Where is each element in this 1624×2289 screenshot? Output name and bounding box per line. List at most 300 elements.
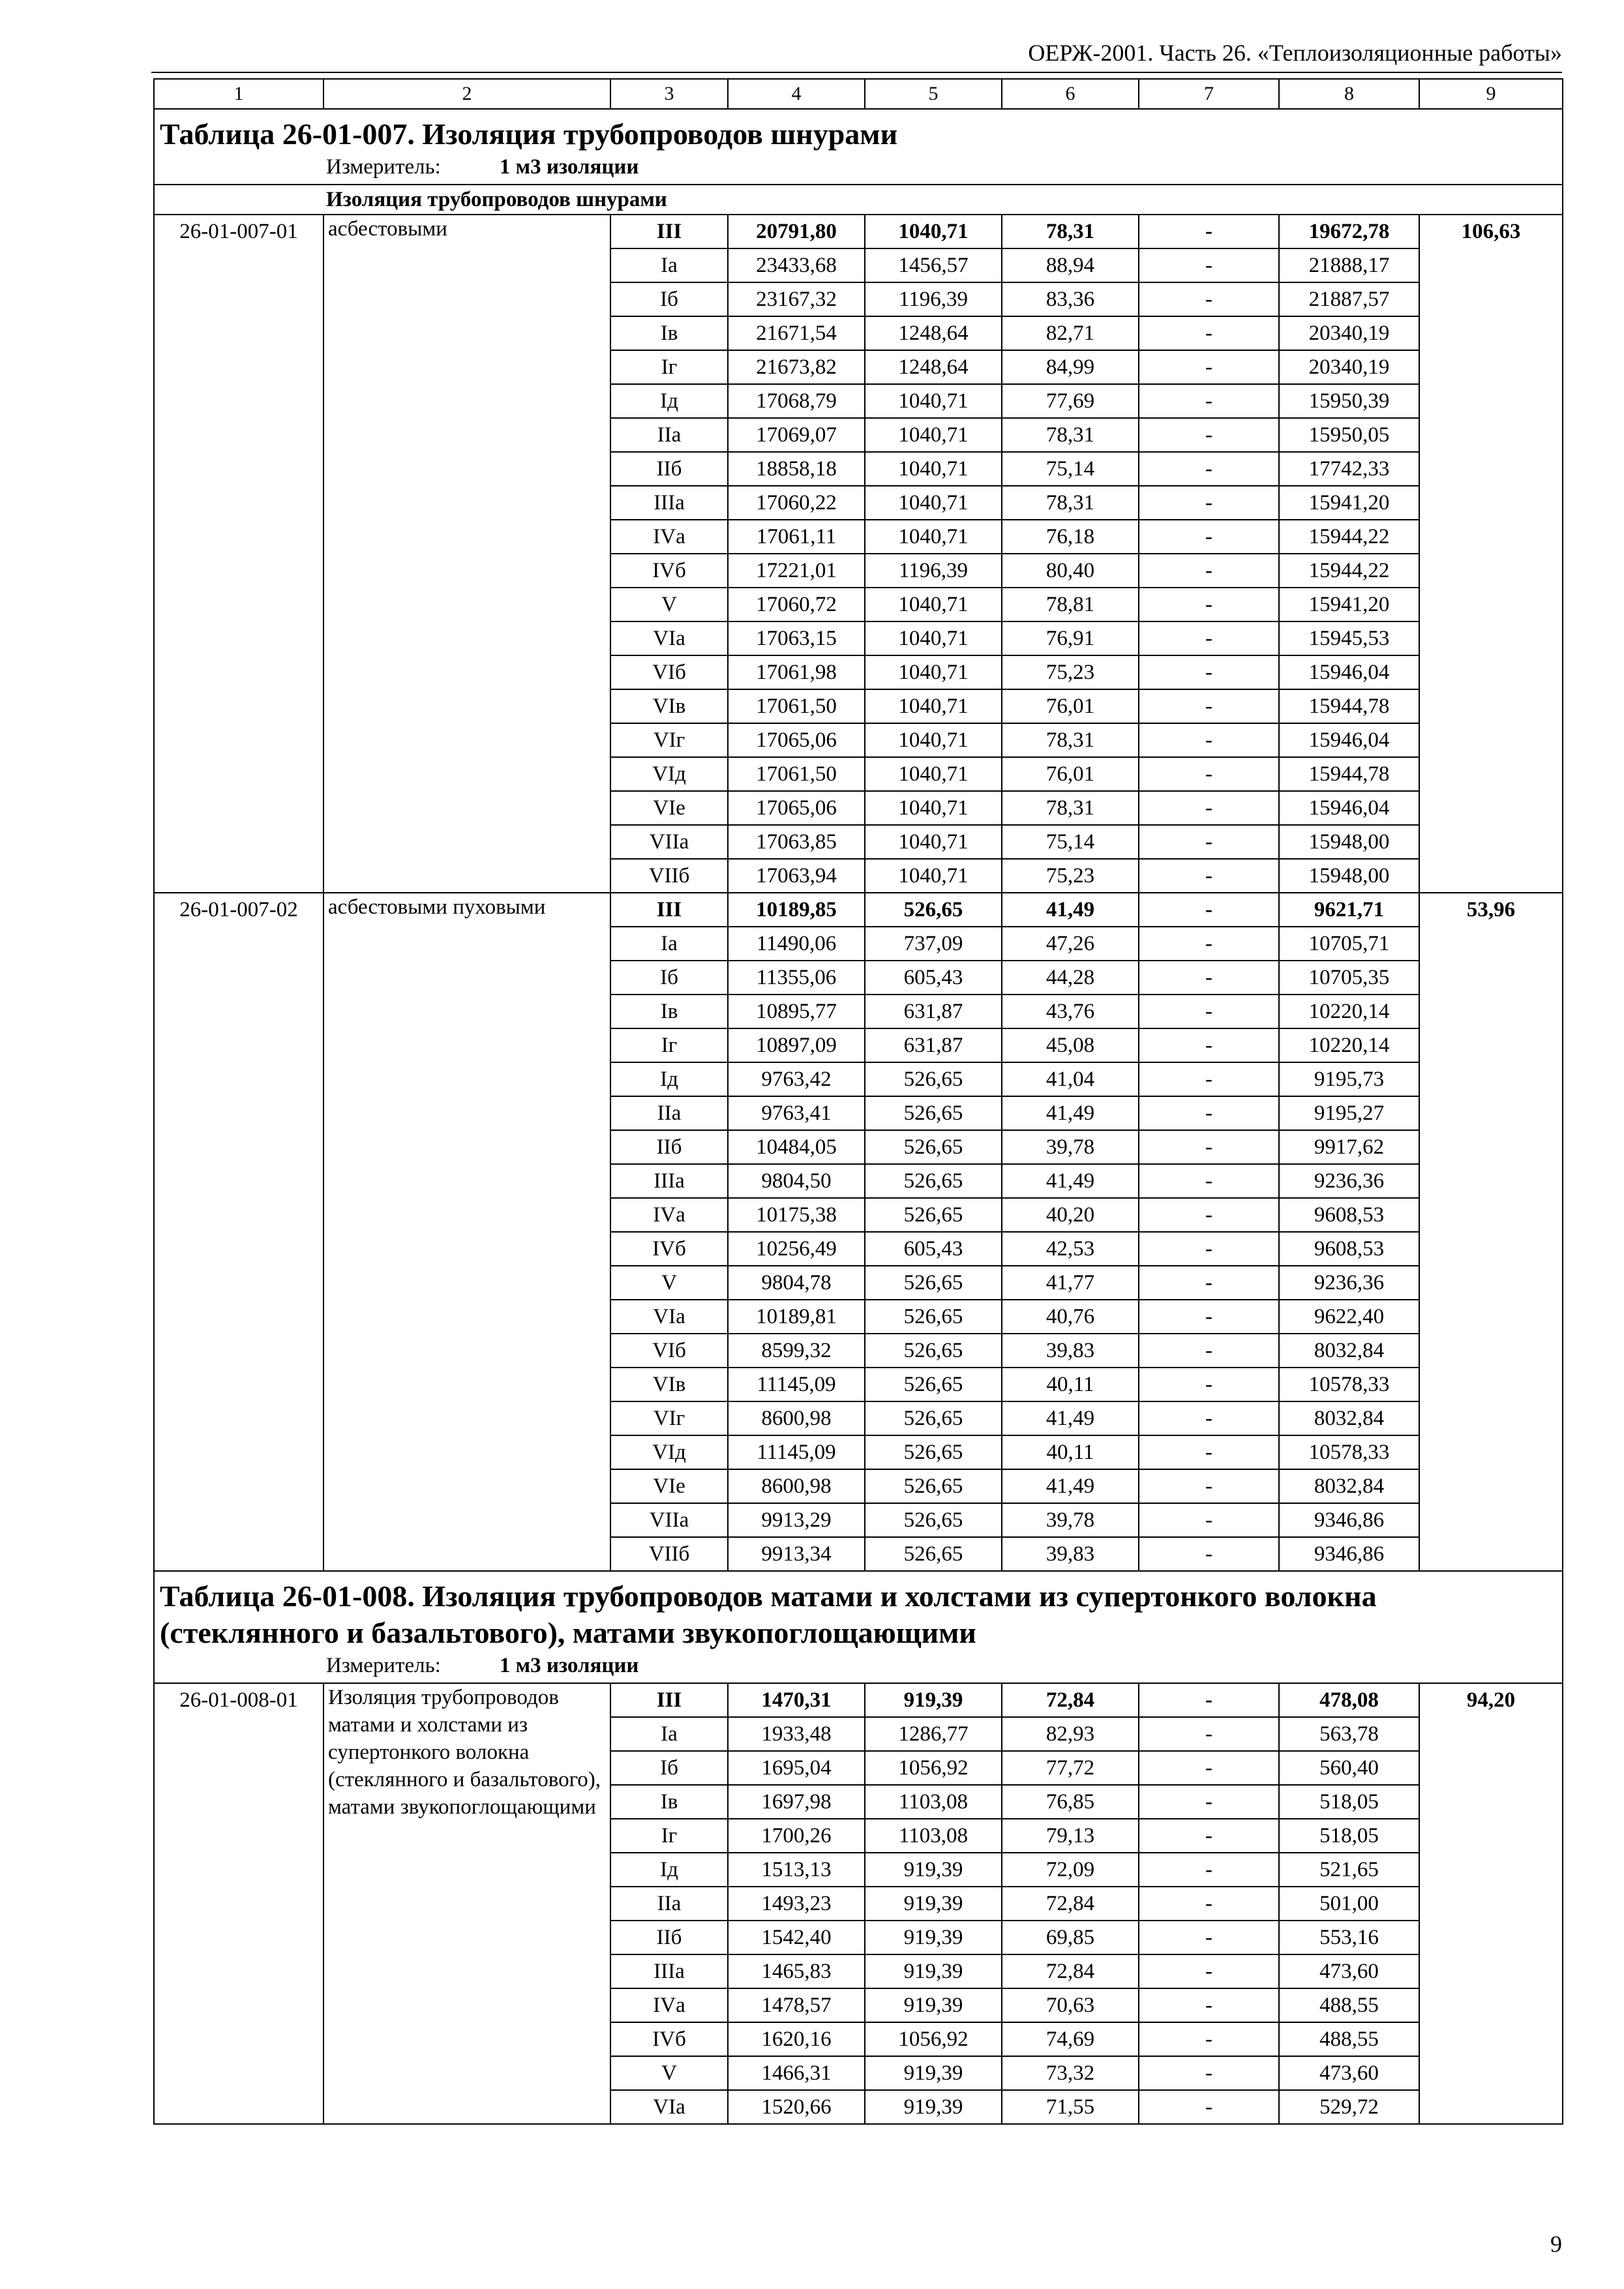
machines-cell: 76,91 [1002,621,1139,655]
meter-value: 1 м3 изоляции [499,155,639,179]
machinist-wages-cell: - [1139,282,1279,316]
wages-cell: 631,87 [865,995,1002,1028]
total-cost-cell: 11355,06 [728,961,865,995]
total-cost-cell: 17061,50 [728,757,865,791]
table-title: Таблица 26-01-007. Изоляция трубопроводов шнурами [160,117,898,151]
column-numbers-row [154,79,1563,109]
machines-cell: 73,32 [1002,2056,1139,2090]
wages-cell: 526,65 [865,1401,1002,1435]
zone-cell: Iа [610,927,728,961]
machines-cell: 41,49 [1002,1401,1139,1435]
zone-cell: VIа [610,621,728,655]
machinist-wages-cell: - [1139,1469,1279,1503]
zone-cell: Iг [610,1028,728,1062]
zone-cell: III [610,1683,728,1717]
zone-cell: IIа [610,418,728,452]
zone-cell: VIа [610,2090,728,2124]
machinist-wages-cell: - [1139,689,1279,723]
rate-name: Изоляция трубопроводов матами и холстами из супертонкого волокна (стеклянного и базальтового), матами звукопоглощающими [323,1683,610,2124]
total-cost-cell: 17063,94 [728,859,865,893]
machines-cell: 78,31 [1002,215,1139,248]
rate-code: 26-01-008-01 [154,1683,323,2124]
table-row [154,215,1563,248]
labor-cost: 106,63 [1419,215,1563,893]
wages-cell: 526,65 [865,1164,1002,1198]
machinist-wages-cell: - [1139,215,1279,248]
wages-cell: 526,65 [865,1368,1002,1401]
machines-cell: 40,76 [1002,1300,1139,1334]
total-cost-cell: 10256,49 [728,1232,865,1266]
zone-cell: VIе [610,791,728,825]
total-cost-cell: 9763,41 [728,1096,865,1130]
materials-cell: 9195,27 [1279,1096,1419,1130]
total-cost-cell: 17061,50 [728,689,865,723]
total-cost-cell: 1470,31 [728,1683,865,1717]
machines-cell: 41,77 [1002,1266,1139,1300]
machinist-wages-cell: - [1139,1096,1279,1130]
machines-cell: 74,69 [1002,2022,1139,2056]
wages-cell: 919,39 [865,1988,1002,2022]
subheading: Изоляция трубопроводов шнурами [154,185,1563,215]
zone-cell: V [610,2056,728,2090]
zone-cell: IIIа [610,1954,728,1988]
running-header: ОЕРЖ-2001. Часть 26. «Теплоизоляционные работы» [1028,40,1562,66]
machines-cell: 76,01 [1002,757,1139,791]
materials-cell: 15946,04 [1279,791,1419,825]
machines-cell: 40,11 [1002,1435,1139,1469]
wages-cell: 526,65 [865,1503,1002,1537]
machines-cell: 78,31 [1002,418,1139,452]
total-cost-cell: 1697,98 [728,1785,865,1819]
materials-cell: 9608,53 [1279,1198,1419,1232]
materials-cell: 488,55 [1279,2022,1419,2056]
zone-cell: VIIб [610,1537,728,1571]
table-title-row [154,109,1563,185]
wages-cell: 1040,71 [865,486,1002,520]
zone-cell: Iа [610,248,728,282]
machines-cell: 76,85 [1002,1785,1139,1819]
zone-cell: Iв [610,1785,728,1819]
total-cost-cell: 1933,48 [728,1717,865,1751]
table-title-row [154,1571,1563,1683]
machines-cell: 39,83 [1002,1334,1139,1368]
total-cost-cell: 10484,05 [728,1130,865,1164]
wages-cell: 526,65 [865,1130,1002,1164]
machines-cell: 75,14 [1002,452,1139,486]
wages-cell: 526,65 [865,1062,1002,1096]
machinist-wages-cell: - [1139,1334,1279,1368]
zone-cell: Iд [610,1062,728,1096]
zone-cell: IIIа [610,1164,728,1198]
zone-cell: IIб [610,1130,728,1164]
machinist-wages-cell: - [1139,1028,1279,1062]
machinist-wages-cell: - [1139,1785,1279,1819]
materials-cell: 9622,40 [1279,1300,1419,1334]
materials-cell: 15950,05 [1279,418,1419,452]
materials-cell: 521,65 [1279,1853,1419,1887]
materials-cell: 10220,14 [1279,1028,1419,1062]
zone-cell: V [610,1266,728,1300]
total-cost-cell: 1695,04 [728,1751,865,1785]
machines-cell: 80,40 [1002,554,1139,588]
machinist-wages-cell: - [1139,2022,1279,2056]
total-cost-cell: 11145,09 [728,1435,865,1469]
wages-cell: 1040,71 [865,384,1002,418]
materials-cell: 553,16 [1279,1921,1419,1954]
machinist-wages-cell: - [1139,655,1279,689]
total-cost-cell: 10189,81 [728,1300,865,1334]
machinist-wages-cell: - [1139,1164,1279,1198]
machinist-wages-cell: - [1139,1751,1279,1785]
machinist-wages-cell: - [1139,1537,1279,1571]
column-number: 7 [1139,79,1279,109]
wages-cell: 526,65 [865,1469,1002,1503]
total-cost-cell: 17065,06 [728,791,865,825]
zone-cell: Iг [610,1819,728,1853]
materials-cell: 15941,20 [1279,486,1419,520]
zone-cell: Iд [610,1853,728,1887]
materials-cell: 8032,84 [1279,1401,1419,1435]
total-cost-cell: 8600,98 [728,1469,865,1503]
zone-cell: VIд [610,1435,728,1469]
table-title-cell [154,109,1563,185]
machinist-wages-cell: - [1139,248,1279,282]
wages-cell: 737,09 [865,927,1002,961]
machinist-wages-cell: - [1139,418,1279,452]
materials-cell: 15948,00 [1279,859,1419,893]
wages-cell: 1040,71 [865,859,1002,893]
total-cost-cell: 1493,23 [728,1887,865,1921]
zone-cell: V [610,588,728,621]
machines-cell: 75,23 [1002,655,1139,689]
machines-cell: 39,78 [1002,1503,1139,1537]
materials-cell: 21887,57 [1279,282,1419,316]
wages-cell: 1103,08 [865,1785,1002,1819]
total-cost-cell: 17221,01 [728,554,865,588]
machines-cell: 72,84 [1002,1683,1139,1717]
table-row [154,1683,1563,1717]
subheading-row [154,185,1563,215]
wages-cell: 1056,92 [865,1751,1002,1785]
materials-cell: 15948,00 [1279,825,1419,859]
machinist-wages-cell: - [1139,791,1279,825]
materials-cell: 15944,22 [1279,520,1419,554]
total-cost-cell: 17061,98 [728,655,865,689]
materials-cell: 9608,53 [1279,1232,1419,1266]
machinist-wages-cell: - [1139,520,1279,554]
machines-cell: 47,26 [1002,927,1139,961]
wages-cell: 1040,71 [865,791,1002,825]
materials-cell: 9346,86 [1279,1537,1419,1571]
machines-cell: 41,49 [1002,1469,1139,1503]
zone-cell: IVа [610,1198,728,1232]
header-rule [151,72,1562,73]
machines-cell: 40,11 [1002,1368,1139,1401]
materials-cell: 10578,33 [1279,1435,1419,1469]
total-cost-cell: 1542,40 [728,1921,865,1954]
machinist-wages-cell: - [1139,961,1279,995]
total-cost-cell: 1700,26 [728,1819,865,1853]
machinist-wages-cell: - [1139,554,1279,588]
total-cost-cell: 17065,06 [728,723,865,757]
total-cost-cell: 18858,18 [728,452,865,486]
machines-cell: 77,72 [1002,1751,1139,1785]
machinist-wages-cell: - [1139,1198,1279,1232]
machinist-wages-cell: - [1139,1717,1279,1751]
materials-cell: 15944,78 [1279,757,1419,791]
machines-cell: 43,76 [1002,995,1139,1028]
materials-cell: 563,78 [1279,1717,1419,1751]
zone-cell: VIб [610,1334,728,1368]
machines-cell: 42,53 [1002,1232,1139,1266]
total-cost-cell: 17060,72 [728,588,865,621]
machinist-wages-cell: - [1139,1062,1279,1096]
wages-cell: 919,39 [865,1853,1002,1887]
total-cost-cell: 10897,09 [728,1028,865,1062]
materials-cell: 473,60 [1279,2056,1419,2090]
wages-cell: 605,43 [865,1232,1002,1266]
machines-cell: 76,01 [1002,689,1139,723]
machines-cell: 41,49 [1002,1096,1139,1130]
machinist-wages-cell: - [1139,1435,1279,1469]
machinist-wages-cell: - [1139,1266,1279,1300]
rate-name: асбестовыми [323,215,610,893]
column-number: 3 [610,79,728,109]
machines-cell: 45,08 [1002,1028,1139,1062]
total-cost-cell: 17060,22 [728,486,865,520]
wages-cell: 1040,71 [865,215,1002,248]
materials-cell: 8032,84 [1279,1334,1419,1368]
total-cost-cell: 9804,50 [728,1164,865,1198]
materials-cell: 9195,73 [1279,1062,1419,1096]
materials-cell: 9236,36 [1279,1266,1419,1300]
machines-cell: 78,31 [1002,791,1139,825]
table-title: Таблица 26-01-008. Изоляция трубопроводов матами и холстами из супертонкого волокна (стеклянного и базальтового), матами звукопоглощающими [160,1579,1377,1649]
wages-cell: 919,39 [865,1921,1002,1954]
machinist-wages-cell: - [1139,757,1279,791]
materials-cell: 9236,36 [1279,1164,1419,1198]
rate-code: 26-01-007-01 [154,215,323,893]
zone-cell: Iд [610,384,728,418]
machines-cell: 88,94 [1002,248,1139,282]
zone-cell: Iв [610,316,728,350]
machines-cell: 78,81 [1002,588,1139,621]
wages-cell: 1040,71 [865,723,1002,757]
wages-cell: 1040,71 [865,655,1002,689]
wages-cell: 1103,08 [865,1819,1002,1853]
zone-cell: IIб [610,452,728,486]
column-number: 5 [865,79,1002,109]
materials-cell: 488,55 [1279,1988,1419,2022]
wages-cell: 1040,71 [865,520,1002,554]
total-cost-cell: 17068,79 [728,384,865,418]
machinist-wages-cell: - [1139,859,1279,893]
materials-cell: 15944,78 [1279,689,1419,723]
machines-cell: 40,20 [1002,1198,1139,1232]
table-title-cell [154,1571,1563,1683]
wages-cell: 919,39 [865,2090,1002,2124]
materials-cell: 10220,14 [1279,995,1419,1028]
machines-cell: 39,83 [1002,1537,1139,1571]
machinist-wages-cell: - [1139,1232,1279,1266]
wages-cell: 526,65 [865,1537,1002,1571]
materials-cell: 10578,33 [1279,1368,1419,1401]
wages-cell: 1286,77 [865,1717,1002,1751]
machinist-wages-cell: - [1139,1853,1279,1887]
zone-cell: Iб [610,1751,728,1785]
total-cost-cell: 1466,31 [728,2056,865,2090]
machinist-wages-cell: - [1139,893,1279,927]
materials-cell: 17742,33 [1279,452,1419,486]
machinist-wages-cell: - [1139,995,1279,1028]
machinist-wages-cell: - [1139,723,1279,757]
wages-cell: 526,65 [865,1435,1002,1469]
materials-cell: 529,72 [1279,2090,1419,2124]
materials-cell: 9917,62 [1279,1130,1419,1164]
total-cost-cell: 10189,85 [728,893,865,927]
wages-cell: 1040,71 [865,588,1002,621]
machines-cell: 72,84 [1002,1954,1139,1988]
zone-cell: IVб [610,554,728,588]
zone-cell: IIб [610,1921,728,1954]
materials-cell: 20340,19 [1279,316,1419,350]
materials-cell: 501,00 [1279,1887,1419,1921]
materials-cell: 478,08 [1279,1683,1419,1717]
wages-cell: 1248,64 [865,350,1002,384]
total-cost-cell: 17063,15 [728,621,865,655]
wages-cell: 1248,64 [865,316,1002,350]
wages-cell: 1040,71 [865,418,1002,452]
total-cost-cell: 9913,29 [728,1503,865,1537]
zone-cell: VIв [610,689,728,723]
machinist-wages-cell: - [1139,1988,1279,2022]
total-cost-cell: 11490,06 [728,927,865,961]
machines-cell: 44,28 [1002,961,1139,995]
machines-cell: 79,13 [1002,1819,1139,1853]
zone-cell: Iг [610,350,728,384]
total-cost-cell: 9763,42 [728,1062,865,1096]
materials-cell: 8032,84 [1279,1469,1419,1503]
total-cost-cell: 21673,82 [728,350,865,384]
meter-value: 1 м3 изоляции [499,1654,639,1677]
machines-cell: 72,84 [1002,1887,1139,1921]
machines-cell: 39,78 [1002,1130,1139,1164]
zone-cell: IIIа [610,486,728,520]
machinist-wages-cell: - [1139,1954,1279,1988]
machinist-wages-cell: - [1139,1130,1279,1164]
wages-cell: 1040,71 [865,621,1002,655]
materials-cell: 15946,04 [1279,723,1419,757]
zone-cell: VIе [610,1469,728,1503]
machinist-wages-cell: - [1139,316,1279,350]
wages-cell: 526,65 [865,1300,1002,1334]
machinist-wages-cell: - [1139,1683,1279,1717]
column-number: 8 [1279,79,1419,109]
meter-label: Измеритель: [326,1654,441,1677]
machinist-wages-cell: - [1139,1503,1279,1537]
zone-cell: VIIа [610,1503,728,1537]
machinist-wages-cell: - [1139,1819,1279,1853]
total-cost-cell: 8599,32 [728,1334,865,1368]
rate-code: 26-01-007-02 [154,893,323,1571]
machinist-wages-cell: - [1139,350,1279,384]
materials-cell: 518,05 [1279,1785,1419,1819]
column-number: 2 [323,79,610,109]
column-number: 9 [1419,79,1563,109]
machinist-wages-cell: - [1139,825,1279,859]
wages-cell: 1196,39 [865,282,1002,316]
machines-cell: 71,55 [1002,2090,1139,2124]
zone-cell: Iв [610,995,728,1028]
total-cost-cell: 17069,07 [728,418,865,452]
machinist-wages-cell: - [1139,2090,1279,2124]
zone-cell: IVб [610,2022,728,2056]
wages-cell: 919,39 [865,1954,1002,1988]
wages-cell: 919,39 [865,2056,1002,2090]
zone-cell: Iб [610,961,728,995]
wages-cell: 631,87 [865,1028,1002,1062]
zone-cell: VIд [610,757,728,791]
materials-cell: 15944,22 [1279,554,1419,588]
wages-cell: 526,65 [865,1096,1002,1130]
wages-cell: 526,65 [865,1198,1002,1232]
zone-cell: VIв [610,1368,728,1401]
machinist-wages-cell: - [1139,621,1279,655]
machinist-wages-cell: - [1139,588,1279,621]
wages-cell: 1040,71 [865,452,1002,486]
materials-cell: 9621,71 [1279,893,1419,927]
wages-cell: 1196,39 [865,554,1002,588]
machines-cell: 75,23 [1002,859,1139,893]
zone-cell: III [610,215,728,248]
wages-cell: 526,65 [865,1334,1002,1368]
wages-cell: 1040,71 [865,825,1002,859]
machinist-wages-cell: - [1139,1300,1279,1334]
table-row [154,893,1563,927]
total-cost-cell: 17061,11 [728,520,865,554]
meter-line [160,1651,1557,1683]
zone-cell: IVб [610,1232,728,1266]
total-cost-cell: 17063,85 [728,825,865,859]
wages-cell: 526,65 [865,1266,1002,1300]
wages-cell: 1456,57 [865,248,1002,282]
zone-cell: IIа [610,1096,728,1130]
zone-cell: VIг [610,1401,728,1435]
zone-cell: IIа [610,1887,728,1921]
zone-cell: IVа [610,1988,728,2022]
machines-cell: 78,31 [1002,723,1139,757]
total-cost-cell: 9913,34 [728,1537,865,1571]
column-number: 4 [728,79,865,109]
machinist-wages-cell: - [1139,927,1279,961]
zone-cell: VIа [610,1300,728,1334]
total-cost-cell: 23433,68 [728,248,865,282]
wages-cell: 1040,71 [865,757,1002,791]
machinist-wages-cell: - [1139,1887,1279,1921]
wages-cell: 919,39 [865,1683,1002,1717]
zone-cell: Iб [610,282,728,316]
materials-cell: 21888,17 [1279,248,1419,282]
materials-cell: 10705,71 [1279,927,1419,961]
materials-cell: 15946,04 [1279,655,1419,689]
machines-cell: 70,63 [1002,1988,1139,2022]
total-cost-cell: 23167,32 [728,282,865,316]
zone-cell: VIIб [610,859,728,893]
wages-cell: 1040,71 [865,689,1002,723]
zone-cell: VIг [610,723,728,757]
machines-cell: 84,99 [1002,350,1139,384]
zone-cell: VIб [610,655,728,689]
